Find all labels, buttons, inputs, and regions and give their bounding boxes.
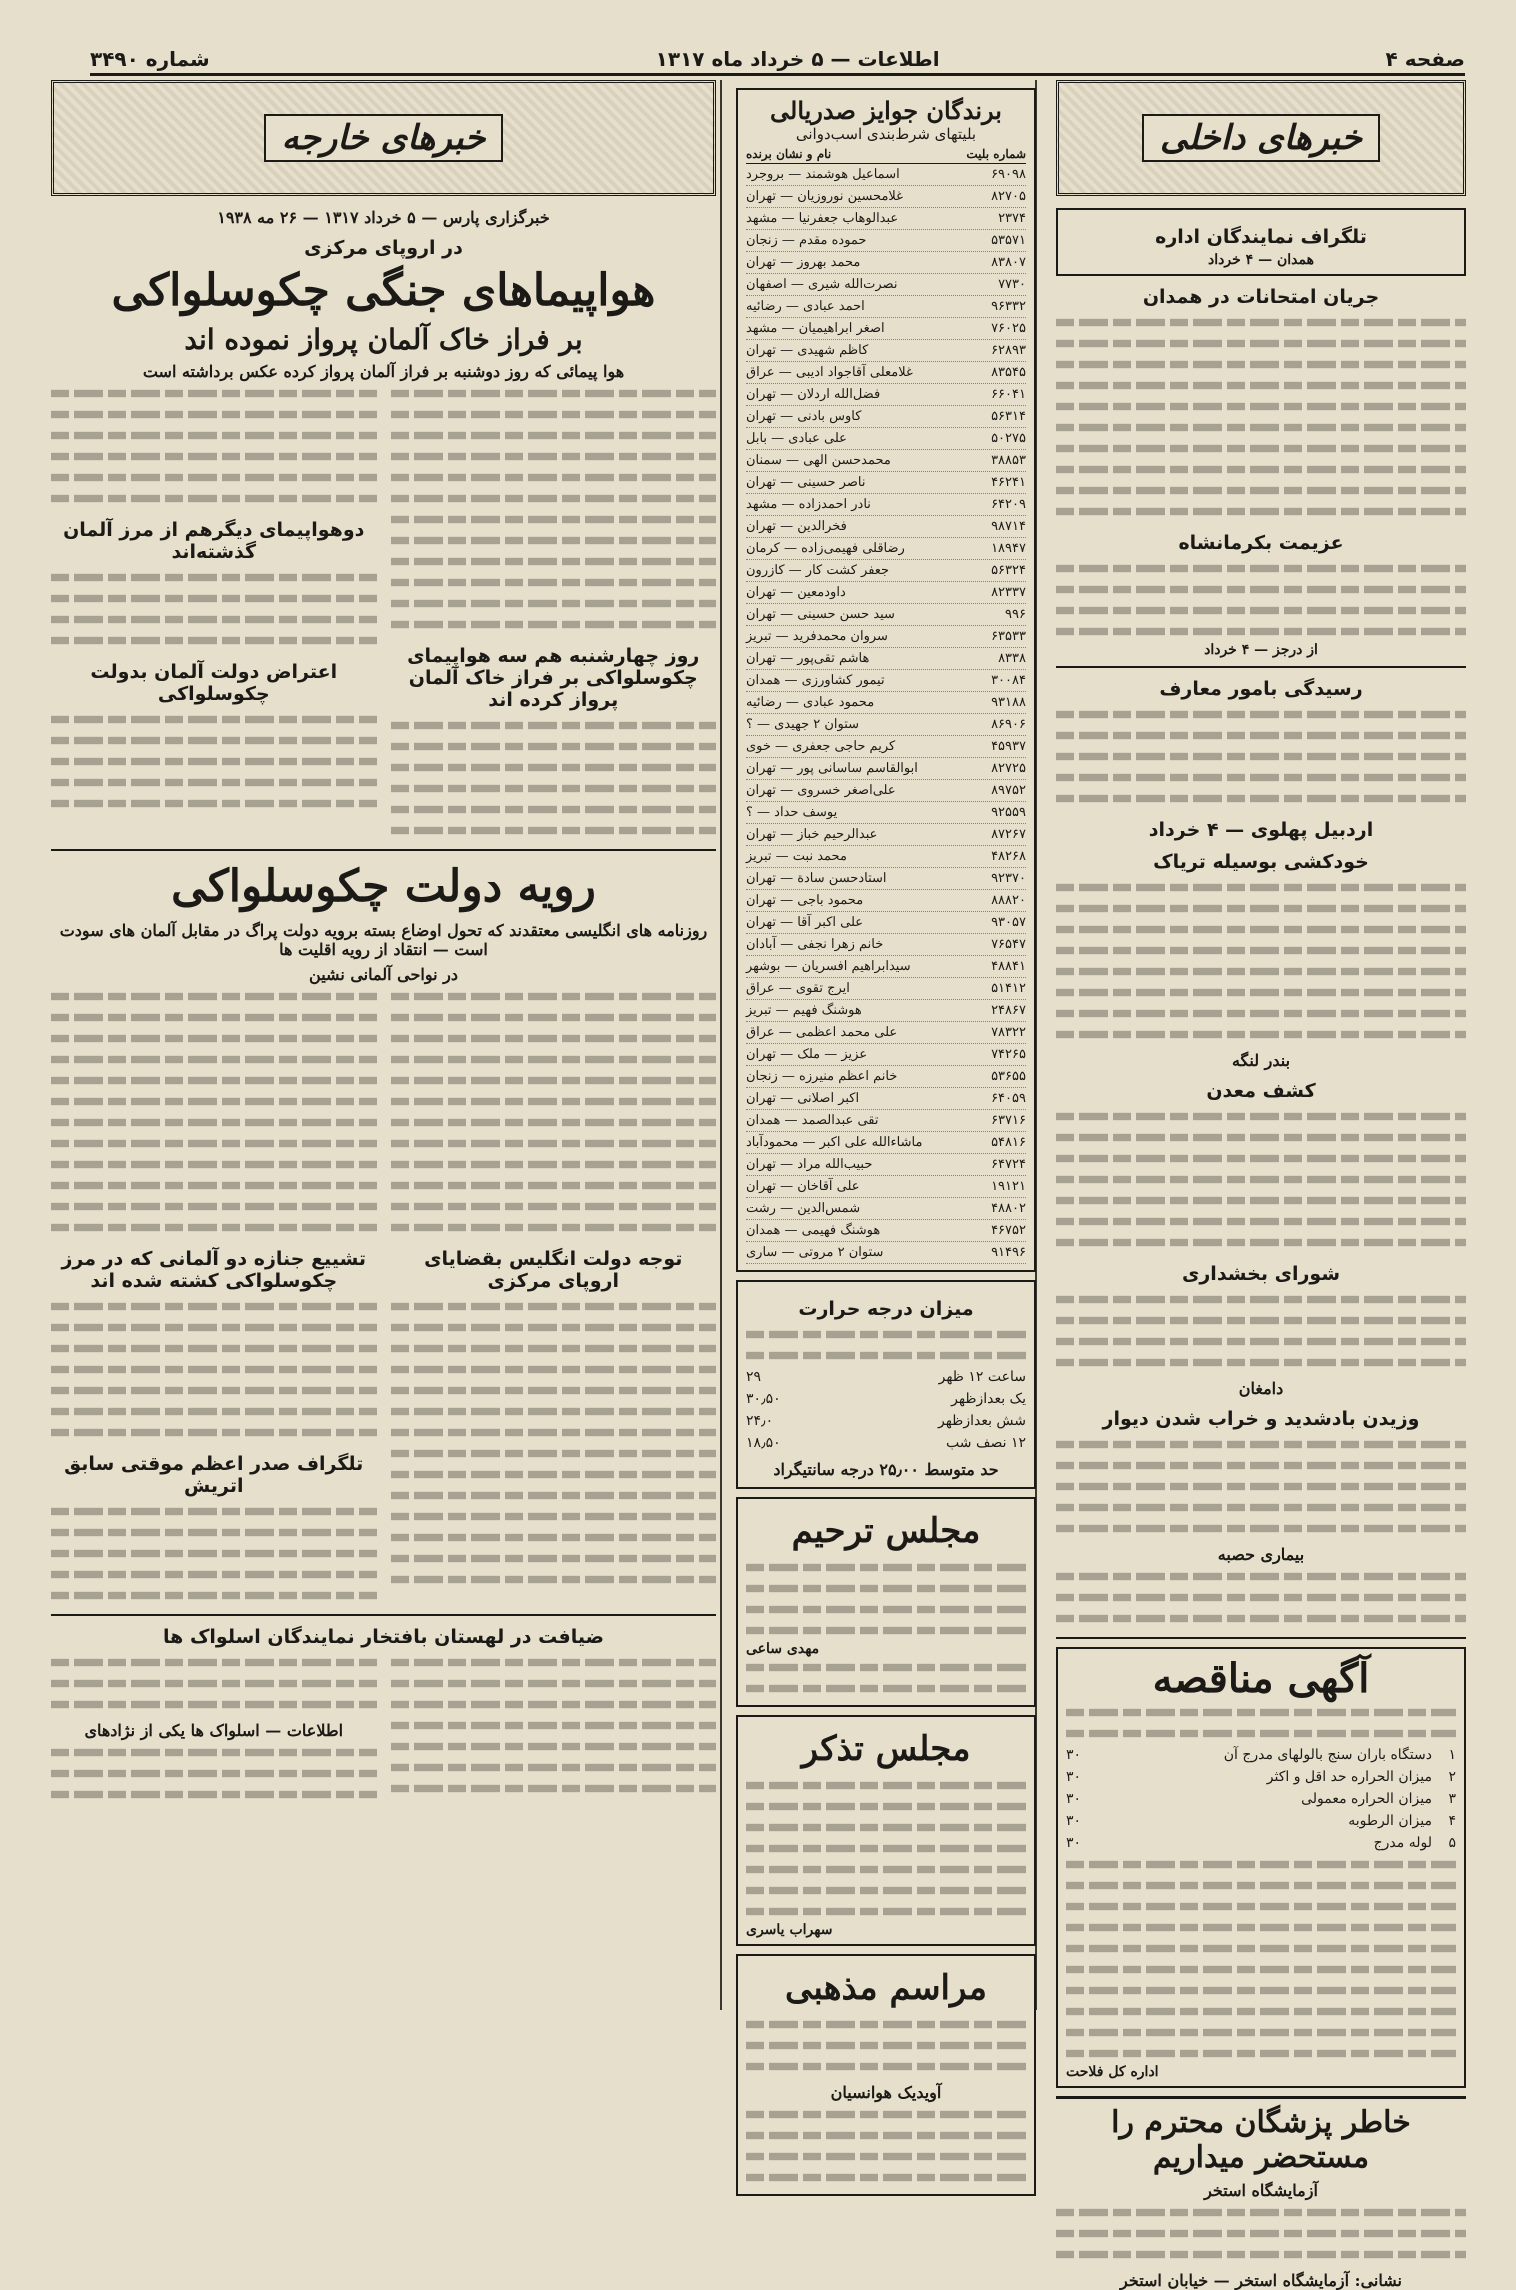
article-heading: وزیدن بادشدید و خراب شدن دیوار [1102, 1408, 1420, 1430]
tender-item-quantity: ۳۰ [1066, 1813, 1082, 1829]
tender-item-name: میزان الحراره معمولی [1301, 1791, 1432, 1807]
winner-ticket-number: ۴۶۲۴۱ [991, 475, 1026, 490]
winner-name: غلامعلی آقاجواد ادیبی — عراق [746, 365, 913, 380]
winner-name: سید حسن حسینی — تهران [746, 607, 895, 622]
winner-ticket-number: ۹۸۷۱۴ [991, 519, 1026, 534]
second-subheadline-2: در نواحی آلمانی نشین [309, 965, 458, 984]
winner-ticket-number: ۲۴۸۶۷ [991, 1003, 1026, 1018]
winner-ticket-number: ۸۷۲۶۷ [991, 827, 1026, 842]
winner-row [746, 846, 1026, 868]
notice-title: مراسم مذهبی [785, 1968, 987, 2008]
winner-row [746, 670, 1026, 692]
winner-row [746, 1242, 1026, 1264]
winner-ticket-number: ۶۴۰۵۹ [991, 1091, 1026, 1106]
winner-ticket-number: ۸۳۵۴۵ [991, 365, 1026, 380]
winner-row [746, 692, 1026, 714]
winner-name: اصغر ابراهیمیان — مشهد [746, 321, 885, 336]
weather-value: ۱۸٫۵۰ [746, 1435, 781, 1451]
tender-item-number: ۲ [1448, 1769, 1456, 1785]
winner-row [746, 868, 1026, 890]
winner-row [746, 318, 1026, 340]
winner-name: استادحسن سادة — تهران [746, 871, 887, 886]
winner-ticket-number: ۶۶۰۴۱ [991, 387, 1026, 402]
winner-row [746, 1066, 1026, 1088]
winner-ticket-number: ۶۴۷۲۴ [991, 1157, 1026, 1172]
notice-signature: سهراب یاسری [746, 1922, 833, 1938]
winner-row [746, 494, 1026, 516]
winner-row [746, 538, 1026, 560]
winner-name: سیدابراهیم افسریان — بوشهر [746, 959, 911, 974]
winner-row [746, 780, 1026, 802]
winner-name: ایرج تقوی — عراق [746, 981, 850, 996]
winner-row [746, 1154, 1026, 1176]
prize-winners-box [736, 88, 1036, 1272]
winner-name: علی عبادی — بابل [746, 431, 847, 446]
winner-row [746, 736, 1026, 758]
tender-item [1066, 1810, 1456, 1832]
winner-ticket-number: ۵۳۶۵۵ [991, 1069, 1026, 1084]
winner-name: محمود باجی — تهران [746, 893, 864, 908]
winner-row [746, 604, 1026, 626]
winner-ticket-number: ۵۶۳۲۴ [991, 563, 1026, 578]
winner-name: تیمور کشاورزی — همدان [746, 673, 885, 688]
winner-row [746, 1220, 1026, 1242]
tender-ad [1056, 1647, 1466, 2088]
winner-name: هوشنگ فهیمی — همدان [746, 1223, 881, 1238]
winner-name: هوشنگ فهیم — تبریز [746, 1003, 862, 1018]
lab-ad-title: خاطر پزشگان محترم را مستحضر میداریم [1056, 2096, 1466, 2175]
winners-list [746, 164, 1026, 1264]
winner-name: ستوان ۲ مروتی — ساری [746, 1245, 884, 1260]
page-number: صفحه ۴ [1385, 47, 1465, 71]
article-heading: رسیدگی بامور معارف [1159, 678, 1363, 700]
article-subheading: دامغان [1238, 1379, 1284, 1398]
winner-ticket-number: ۹۲۵۵۹ [991, 805, 1026, 820]
winner-ticket-number: ۹۳۱۸۸ [991, 695, 1026, 710]
winner-ticket-number: ۶۲۸۹۳ [991, 343, 1026, 358]
winner-name: کریم حاجی جعفری — خوی [746, 739, 896, 754]
winner-name: سروان محمدفرید — تبریز [746, 629, 888, 644]
weather-time: یک بعدازظهر [951, 1391, 1026, 1407]
winner-name: ماشاءالله علی اکبر — محمودآباد [746, 1135, 923, 1150]
second-subheadline: روزنامه های انگلیسی معتقدند که تحول اوضاع بسته برویه دولت پراگ در مقابل آلمان های سودت است — انتقاد از رویه اقلیت ها [59, 921, 708, 959]
winner-row [746, 340, 1026, 362]
winner-name: احمد عبادی — رضائیه [746, 299, 865, 314]
winner-ticket-number: ۸۳۸۰۷ [991, 255, 1026, 270]
weather-time: ۱۲ نصف شب [946, 1435, 1026, 1451]
winner-ticket-number: ۸۲۳۳۷ [991, 585, 1026, 600]
winner-ticket-number: ۹۹۶ [1005, 607, 1026, 622]
tender-item-quantity: ۳۰ [1066, 1747, 1082, 1763]
winner-row [746, 252, 1026, 274]
winner-ticket-number: ۴۸۲۶۸ [991, 849, 1026, 864]
notice-title: مجلس ترحیم [791, 1511, 981, 1551]
winner-row [746, 406, 1026, 428]
winner-row [746, 428, 1026, 450]
winner-row [746, 626, 1026, 648]
article-heading: تشییع جنازه دو آلمانی که در مرز چکوسلواکی کشته شده اند [61, 1248, 367, 1292]
notice-signature: مهدی ساعی [746, 1641, 820, 1657]
winner-row [746, 890, 1026, 912]
winner-name: عبدالرحیم خباز — تهران [746, 827, 878, 842]
article-heading: خودکشی بوسیله تریاک [1153, 851, 1369, 873]
winner-row [746, 582, 1026, 604]
winner-ticket-number: ۵۳۵۷۱ [991, 233, 1026, 248]
winner-row [746, 384, 1026, 406]
tender-item-number: ۴ [1448, 1813, 1456, 1829]
main-subheadline: بر فراز خاک آلمان پرواز نموده اند [184, 323, 583, 356]
winner-ticket-number: ۴۸۸۴۱ [991, 959, 1026, 974]
second-headline: رویه دولت چکوسلواکی [171, 861, 596, 912]
winner-name: خانم اعظم منیرزه — زنجان [746, 1069, 898, 1084]
lab-address: نشانی: آزمایشگاه استخر — خیابان استخر [1120, 2271, 1402, 2290]
winner-row [746, 978, 1026, 1000]
tender-item [1066, 1788, 1456, 1810]
article-heading: تلگراف صدر اعظم موقتی سابق اتریش [64, 1453, 364, 1497]
tender-item-number: ۱ [1448, 1747, 1456, 1763]
article-subheading: بیماری حصبه [1217, 1545, 1305, 1564]
winner-name: علی اکبر آقا — تهران [746, 915, 864, 930]
winner-row [746, 1022, 1026, 1044]
winner-name: اسماعیل هوشمند — بروجرد [746, 167, 900, 182]
winner-ticket-number: ۹۲۳۷۰ [991, 871, 1026, 886]
foreign-news-banner: خبرهای خارجه [51, 80, 716, 196]
article-heading: اعتراض دولت آلمان بدولت چکوسلواکی [90, 661, 338, 705]
foreign-news-column [51, 80, 716, 2015]
winner-row [746, 912, 1026, 934]
winner-ticket-number: ۶۳۵۳۳ [991, 629, 1026, 644]
weather-time: شش بعدازظهر [938, 1413, 1026, 1429]
winner-ticket-number: ۷۴۲۶۵ [991, 1047, 1026, 1062]
winner-ticket-number: ۵۴۸۱۶ [991, 1135, 1026, 1150]
winner-name: شمس‌الدین — رشت [746, 1201, 861, 1216]
winner-name: ناصر حسینی — تهران [746, 475, 866, 490]
winner-ticket-number: ۲۳۷۴ [998, 211, 1026, 226]
winners-title: برندگان جوایز صدریالی [770, 96, 1002, 125]
winner-name: حبیب‌الله مراد — تهران [746, 1157, 873, 1172]
tender-item-name: دستگاه باران سنج بالولهای مدرج آن [1223, 1747, 1432, 1763]
tender-item-quantity: ۳۰ [1066, 1769, 1082, 1785]
winner-name: جعفر کشت کار — کازرون [746, 563, 890, 578]
winner-ticket-number: ۹۱۴۹۶ [991, 1245, 1026, 1260]
winner-name: محمود عبادی — رضائیه [746, 695, 875, 710]
tender-item-number: ۵ [1448, 1835, 1456, 1851]
religious-ceremony-notice [736, 1954, 1036, 2196]
winner-ticket-number: ۸۶۹۰۶ [991, 717, 1026, 732]
winner-name: غلامحسین نوروزیان — تهران [746, 189, 903, 204]
winner-ticket-number: ۷۷۳۰ [998, 277, 1026, 292]
tender-item [1066, 1766, 1456, 1788]
winner-ticket-number: ۳۰۰۸۴ [991, 673, 1026, 688]
tender-item-name: میزان الرطوبه [1348, 1813, 1432, 1829]
winner-name: کاوس بادنی — تهران [746, 409, 862, 424]
winner-name: رضاقلی فهیمی‌زاده — کرمان [746, 541, 905, 556]
winner-name: هاشم تقی‌پور — تهران [746, 651, 870, 666]
weather-title: میزان درجه حرارت [798, 1298, 974, 1320]
winner-ticket-number: ۹۳۰۵۷ [991, 915, 1026, 930]
domestic-news-banner: خبرهای داخلی [1056, 80, 1466, 196]
tender-item [1066, 1832, 1456, 1854]
winner-name: کاظم شهیدی — تهران [746, 343, 869, 358]
winner-name: نادر احمدزاده — مشهد [746, 497, 871, 512]
weather-row [746, 1388, 1026, 1410]
weather-time: ساعت ۱۲ ظهر [938, 1369, 1026, 1385]
region-label: در اروپای مرکزی [304, 237, 463, 259]
winners-header-row [746, 147, 1026, 164]
winner-ticket-number: ۸۸۸۲۰ [991, 893, 1026, 908]
article-heading: عزیمت بکرمانشاه [1178, 532, 1344, 554]
article-heading: اردبیل پهلوی — ۴ خرداد [1148, 819, 1374, 841]
tender-item-list [1066, 1744, 1456, 1854]
winner-name: ابوالقاسم ساسانی پور — تهران [746, 761, 918, 776]
winner-row [746, 560, 1026, 582]
winner-name: حموده مقدم — زنجان [746, 233, 867, 248]
lab-name: آزمایشگاه استخر [1204, 2181, 1318, 2200]
winner-ticket-number: ۸۳۳۸ [998, 651, 1026, 666]
winner-row [746, 1110, 1026, 1132]
memorial-notice [736, 1497, 1036, 1707]
winner-name: تقی عبدالصمد — همدان [746, 1113, 879, 1128]
weather-box [736, 1280, 1036, 1489]
main-headline: هواپیماهای جنگی چکوسلواکی [111, 265, 656, 316]
winner-row [746, 1044, 1026, 1066]
winner-row [746, 802, 1026, 824]
winner-ticket-number: ۵۶۳۱۴ [991, 409, 1026, 424]
tender-item-number: ۳ [1448, 1791, 1456, 1807]
winner-name: عبدالوهاب جعفرنیا — مشهد [746, 211, 899, 226]
winner-ticket-number: ۷۸۳۲۲ [991, 1025, 1026, 1040]
winner-row [746, 362, 1026, 384]
winner-ticket-number: ۵۰۲۷۵ [991, 431, 1026, 446]
winner-name: داودمعین — تهران [746, 585, 846, 600]
weather-row [746, 1432, 1026, 1454]
article-heading: توجه دولت انگلیس بقضایای اروپای مرکزی [424, 1248, 683, 1292]
winner-row [746, 714, 1026, 736]
winner-name: اکبر اصلانی — تهران [746, 1091, 860, 1106]
winner-ticket-number: ۶۳۷۱۶ [991, 1113, 1026, 1128]
paper-date: اطلاعات — ۵ خرداد ماه ۱۳۱۷ [655, 47, 940, 71]
dateline: از درجز — ۴ خرداد [1204, 642, 1318, 658]
weather-value: ۲۴٫۰ [746, 1413, 774, 1429]
commemoration-notice [736, 1715, 1036, 1946]
winners-col-name: نام و نشان برنده [746, 147, 832, 161]
winner-row [746, 1000, 1026, 1022]
winner-name: محمدحسن الهی — سمنان [746, 453, 891, 468]
tender-item-name: میزان الحراره حد اقل و اکثر [1266, 1769, 1432, 1785]
winner-ticket-number: ۷۶۵۴۷ [991, 937, 1026, 952]
notice-subtitle: آویدیک هوانسیان [830, 2083, 942, 2102]
weather-value: ۳۰٫۵۰ [746, 1391, 781, 1407]
weather-list [746, 1366, 1026, 1454]
winner-row [746, 824, 1026, 846]
article-heading: دوهواپیمای دیگرهم از مرز آلمان گذشته‌اند [63, 519, 365, 563]
notice-title: مجلس تذکر [801, 1729, 971, 1769]
winner-row [746, 1088, 1026, 1110]
issue-number: شماره ۳۴۹۰ [90, 47, 210, 71]
article-heading: جریان امتحانات در همدان [1142, 286, 1380, 308]
telegraph-heading: تلگراف نمایندگان اداره [1155, 226, 1367, 248]
weather-value: ۲۹ [746, 1369, 762, 1385]
winner-row [746, 274, 1026, 296]
winner-row [746, 934, 1026, 956]
winner-ticket-number: ۴۶۷۵۲ [991, 1223, 1026, 1238]
article-heading: روز چهارشنبه هم سه هواپیمای چکوسلواکی بر فراز خاک آلمان پرواز کرده اند [407, 645, 700, 711]
winner-ticket-number: ۸۹۷۵۲ [991, 783, 1026, 798]
winner-name: عزیز — ملک — تهران [746, 1047, 868, 1062]
winner-name: ستوان ۲ جهیدی — ؟ [746, 717, 860, 732]
winner-ticket-number: ۴۵۹۳۷ [991, 739, 1026, 754]
tender-item-quantity: ۳۰ [1066, 1835, 1082, 1851]
winner-name: خانم زهرا نجفی — آبادان [746, 937, 884, 952]
tender-item-quantity: ۳۰ [1066, 1791, 1082, 1807]
masthead [90, 45, 1465, 76]
weather-average: حد متوسط ۲۵٫۰۰ درجه سانتیگراد [773, 1460, 999, 1479]
winner-ticket-number: ۱۹۱۲۱ [991, 1179, 1026, 1194]
tender-item-name: لوله مدرج [1373, 1835, 1432, 1851]
winner-ticket-number: ۶۴۲۰۹ [991, 497, 1026, 512]
winner-ticket-number: ۵۱۴۱۲ [991, 981, 1026, 996]
winner-name: محمد نبت — تبریز [746, 849, 847, 864]
domestic-news-column [1056, 80, 1466, 2290]
winner-name: یوسف حداد — ؟ [746, 805, 838, 820]
tender-item [1066, 1744, 1456, 1766]
tender-ad-title: آگهی مناقصه [1152, 1655, 1370, 1702]
winner-ticket-number: ۸۲۷۰۵ [991, 189, 1026, 204]
winner-name: علی محمد اعظمی — عراق [746, 1025, 898, 1040]
winner-name: محمد بهروز — تهران [746, 255, 861, 270]
headline-summary: هوا پیمائی که روز دوشنبه بر فراز آلمان پرواز کرده عکس برداشته است [142, 362, 625, 381]
telegraph-box [1056, 208, 1466, 276]
article-subheading: اطلاعات — اسلواک ها یکی از نژادهای [84, 1721, 344, 1740]
winner-name: علی آقاخان — تهران [746, 1179, 860, 1194]
article-heading: شورای بخشداری [1181, 1263, 1341, 1285]
tender-signature: اداره کل فلاحت [1066, 2064, 1159, 2080]
winner-ticket-number: ۷۶۰۲۵ [991, 321, 1026, 336]
winner-ticket-number: ۱۸۹۴۷ [991, 541, 1026, 556]
winners-col-num: شماره بلیت [966, 147, 1026, 161]
winner-name: فخرالدین — تهران [746, 519, 847, 534]
winner-row [746, 1176, 1026, 1198]
winner-row [746, 450, 1026, 472]
winner-row [746, 1132, 1026, 1154]
winner-ticket-number: ۸۲۷۲۵ [991, 761, 1026, 776]
winner-row [746, 758, 1026, 780]
weather-row [746, 1410, 1026, 1432]
winner-row [746, 956, 1026, 978]
winner-row [746, 1198, 1026, 1220]
weather-row [746, 1366, 1026, 1388]
winner-row [746, 208, 1026, 230]
winner-row [746, 164, 1026, 186]
winner-name: نصرت‌الله شیری — اصفهان [746, 277, 898, 292]
winner-row [746, 516, 1026, 538]
column-rule [720, 80, 722, 2010]
dateline: همدان — ۴ خرداد [1208, 252, 1314, 268]
winner-ticket-number: ۳۸۸۵۳ [991, 453, 1026, 468]
winner-ticket-number: ۴۸۸۰۲ [991, 1201, 1026, 1216]
article-heading: ضیافت در لهستان بافتخار نمایندگان اسلواک ها [163, 1626, 604, 1648]
winner-row [746, 472, 1026, 494]
article-subheading: بندر لنگه [1231, 1051, 1291, 1070]
article-heading: کشف معدن [1206, 1080, 1316, 1102]
middle-column [736, 80, 1036, 2102]
winner-row [746, 186, 1026, 208]
winner-name: فضل‌الله اردلان — تهران [746, 387, 881, 402]
winner-ticket-number: ۶۹۰۹۸ [991, 167, 1026, 182]
winner-name: علی‌اصغر خسروی — تهران [746, 783, 896, 798]
winner-row [746, 230, 1026, 252]
winner-row [746, 648, 1026, 670]
winners-subtitle: بلیتهای شرط‌بندی اسب‌دوانی [795, 125, 977, 143]
agency-line: خبرگزاری پارس — ۵ خرداد ۱۳۱۷ — ۲۶ مه ۱۹۳۸ [217, 208, 550, 227]
winner-ticket-number: ۹۶۳۳۲ [991, 299, 1026, 314]
winner-row [746, 296, 1026, 318]
